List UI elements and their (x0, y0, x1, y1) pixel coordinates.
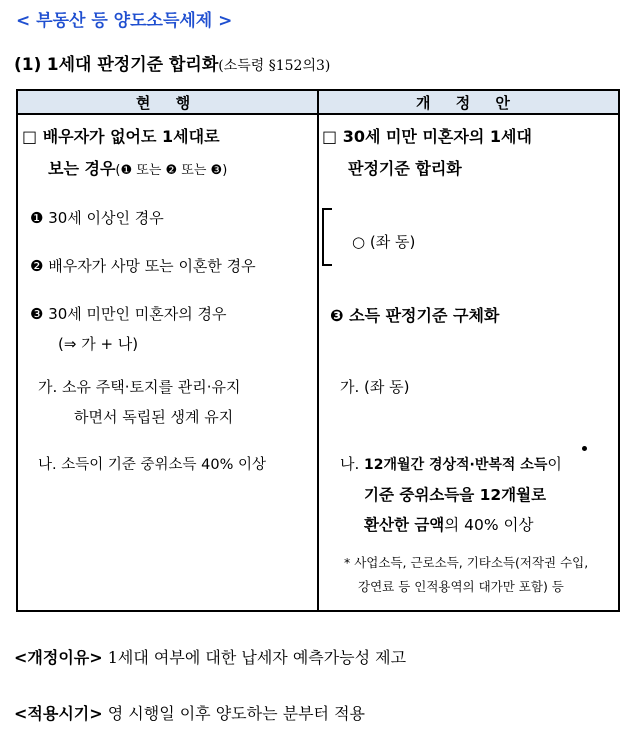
footnote-mark (582, 446, 587, 451)
right-item3: ❸ 소득 판정기준 구체화 (330, 306, 500, 325)
right-na-tail3: 의 40% 이상 (444, 516, 534, 534)
left-na: 나. 소득이 기준 중위소득 40% 이상 (38, 457, 266, 473)
section-ref: (소득령 §152의3) (218, 58, 331, 74)
page-title: < 부동산 등 양도소득세제 > (16, 11, 233, 31)
right-na-bold3: 환산한 금액 (364, 516, 445, 534)
right-na-line2: 기준 중위소득을 12개월로 (364, 486, 547, 504)
right-na-line1 (340, 453, 562, 474)
column-divider (317, 91, 319, 610)
right-na-bold1: 12개월간 경상적·반복적 소득 (364, 457, 548, 473)
left-box-line1: □ 배우자가 없어도 1세대로 (22, 127, 220, 146)
section-heading (14, 50, 330, 75)
left-item3-sub: (⇒ 가 + 나) (58, 335, 139, 353)
comparison-table (16, 89, 620, 612)
reason-text: 1세대 여부에 대한 납세자 예측가능성 제고 (107, 648, 407, 667)
reason-label: <개정이유> (14, 648, 103, 667)
right-note-line2: 강연료 등 인적용역의 대가만 포함) 등 (358, 579, 564, 594)
left-item1: ❶ 30세 이상인 경우 (30, 209, 164, 227)
left-box-line2 (48, 156, 227, 179)
apply-text: 영 시행일 이후 양도하는 분부터 적용 (107, 704, 366, 723)
right-box-line2: 판정기준 합리화 (348, 159, 462, 178)
section-title: 1세대 판정기준 합리화 (46, 55, 219, 75)
left-item3: ❸ 30세 미만인 미혼자의 경우 (30, 305, 227, 323)
left-ga-line1: 가. 소유 주택·토지를 관리·유지 (38, 378, 241, 396)
right-note-line1: * 사업소득, 근로소득, 기타소득(저작권 수입, (344, 555, 589, 570)
right-na-tail1: 이 (547, 455, 562, 473)
left-box-line2-tail: (❶ 또는 ❷ 또는 ❸) (115, 163, 228, 178)
right-na-prefix: 나. (340, 455, 360, 473)
header-proposed: 개 정 안 (416, 94, 520, 112)
section-number: (1) (14, 55, 42, 75)
right-box-line1: □ 30세 미만 미혼자의 1세대 (322, 127, 532, 146)
left-item2: ❷ 배우자가 사망 또는 이혼한 경우 (30, 257, 256, 275)
left-box-line2-bold: 보는 경우 (48, 159, 116, 178)
right-ga: 가. (좌 동) (340, 378, 410, 396)
right-na-line3 (364, 513, 534, 535)
right-same1: ○ (좌 동) (352, 233, 416, 251)
reason-line (14, 645, 406, 668)
apply-label: <적용시기> (14, 704, 103, 723)
header-current: 현 행 (136, 94, 201, 112)
same-bracket (322, 208, 332, 266)
apply-line (14, 701, 365, 724)
left-ga-line2: 하면서 독립된 생계 유지 (74, 408, 234, 426)
